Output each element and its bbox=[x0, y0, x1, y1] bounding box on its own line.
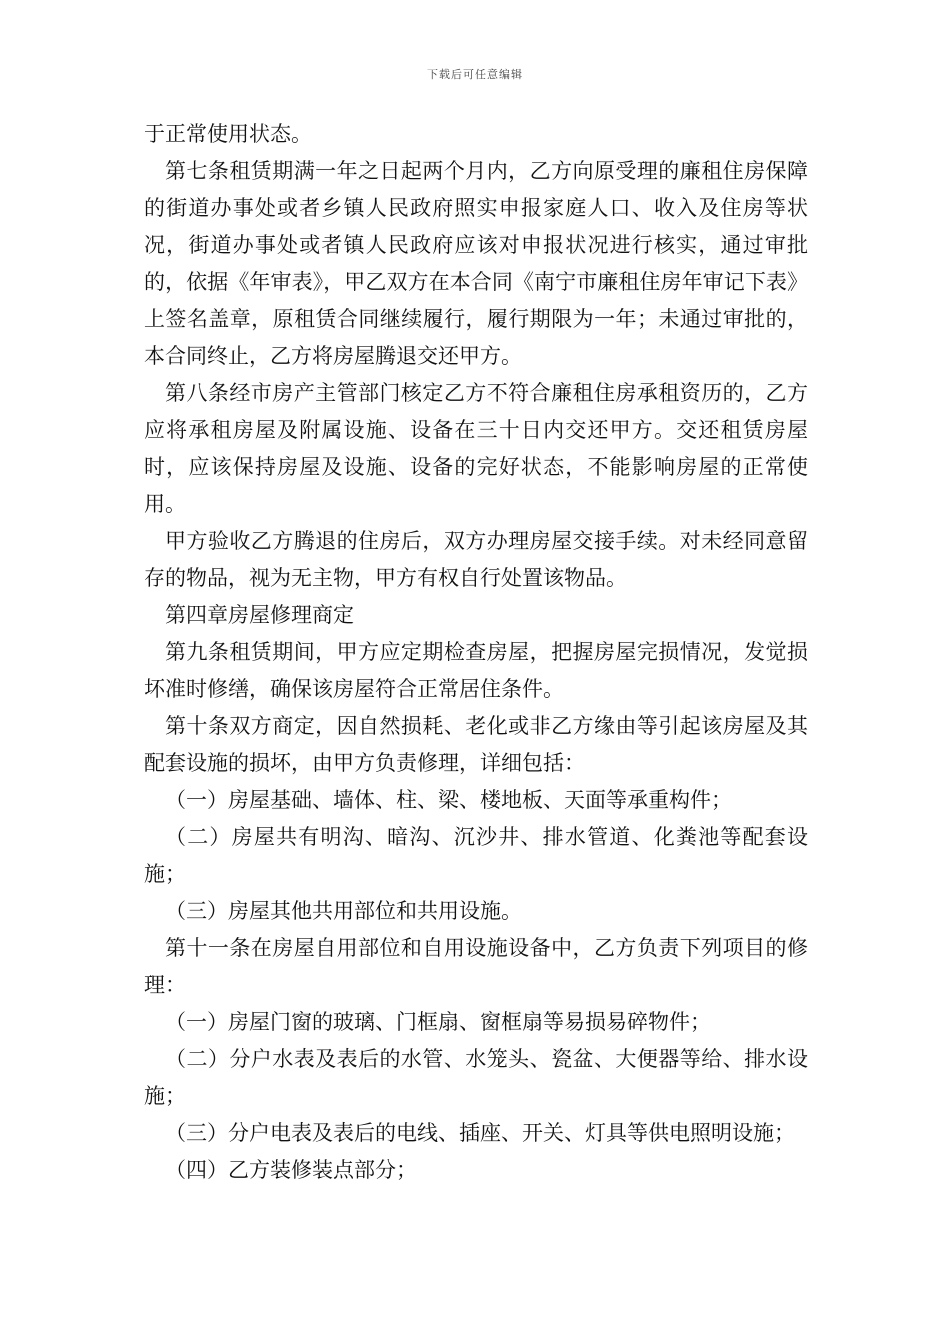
list-item: （二）房屋共有明沟、暗沟、沉沙井、排水管道、化粪池等配套设施； bbox=[144, 825, 808, 886]
list-item: （三）房屋其他共用部位和共用设施。 bbox=[165, 899, 522, 923]
list-item: （二）分户水表及表后的水管、水笼头、瓷盆、大便器等给、排水设施； bbox=[144, 1047, 808, 1108]
page-header: 下载后可任意编辑 bbox=[427, 68, 523, 81]
article-11-paragraph: 第十一条在房屋自用部位和自用设施设备中，乙方负责下列项目的修理： bbox=[144, 936, 808, 997]
list-item: （三）分户电表及表后的电线、插座、开关、灯具等供电照明设施； bbox=[165, 1121, 795, 1145]
list-item: （四）乙方装修装点部分； bbox=[165, 1158, 417, 1182]
list-item: （一）房屋门窗的玻璃、门框扇、窗框扇等易损易碎物件； bbox=[165, 1010, 711, 1034]
article-10-paragraph: 第十条双方商定，因自然损耗、老化或非乙方缘由等引起该房屋及其配套设施的损坏，由甲方负责修理，详细包括： bbox=[144, 714, 808, 775]
article-8-paragraph: 第八条经市房产主管部门核定乙方不符合廉租住房承租资历的，乙方应将承租房屋及附属设施、设备在三十日内交还甲方。交还租赁房屋时，应该保持房屋及设施、设备的完好状态，不能影响房屋的正常使用。 bbox=[144, 381, 808, 516]
document-body bbox=[144, 116, 808, 1189]
article-9-paragraph: 第九条租赁期间，甲方应定期检查房屋，把握房屋完损情况，发觉损坏准时修缮，确保该房屋符合正常居住条件。 bbox=[144, 640, 808, 701]
chapter-heading: 第四章房屋修理商定 bbox=[165, 603, 354, 627]
article-7-paragraph: 第七条租赁期满一年之日起两个月内，乙方向原受理的廉租住房保障的街道办事处或者乡镇人民政府照实申报家庭人口、收入及住房等状况，街道办事处或者镇人民政府应该对申报状况进行核实，通过审批的，依据《年审表》，甲乙双方在本合同《南宁市廉租住房年审记下表》上签名盖章，原租赁合同继续履行，履行期限为一年；未通过审批的，本合同终止，乙方将房屋腾退交还甲方。 bbox=[144, 159, 808, 368]
paragraph: 于正常使用状态。 bbox=[144, 122, 312, 146]
handover-paragraph: 甲方验收乙方腾退的住房后，双方办理房屋交接手续。对未经同意留存的物品，视为无主物，甲方有权自行处置该物品。 bbox=[144, 529, 808, 590]
list-item: （一）房屋基础、墙体、柱、梁、楼地板、天面等承重构件； bbox=[165, 788, 732, 812]
